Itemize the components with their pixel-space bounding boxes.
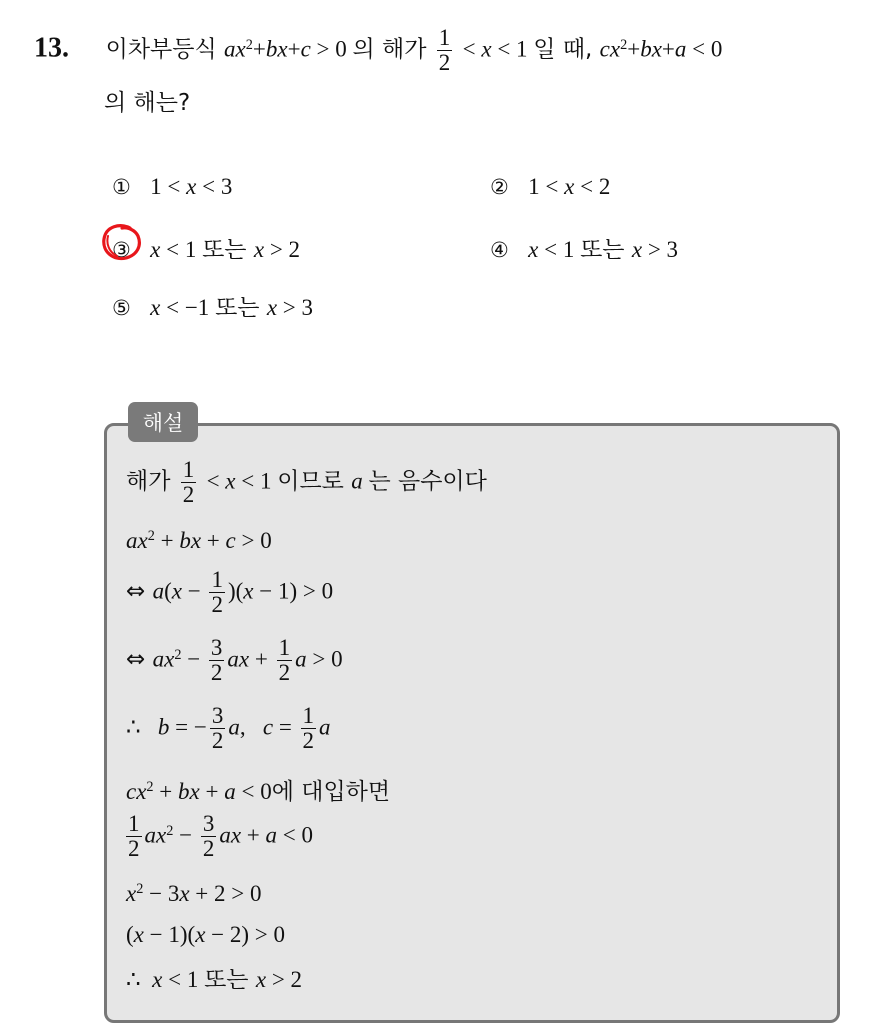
- solution-tag: 해설: [128, 402, 198, 442]
- question-text-b: 의 해가: [352, 36, 427, 63]
- question-line-1: 13. 이차부등식 $ax^2+bx+c > 0$ 의 해가 $\frac{1}{2}$ < x < 1 일 때, $cx^2+bx+a < 0$: [34, 25, 723, 76]
- option-3[interactable]: ③ x < 1 또는 x > 2: [112, 237, 301, 263]
- option-1[interactable]: ① 1 < x < 3: [112, 174, 233, 199]
- option-4[interactable]: ④ x < 1 또는 x > 3: [490, 237, 679, 263]
- fraction-half: $\frac{1}{2}$: [438, 25, 451, 76]
- option-5-marker: ⑤: [112, 296, 131, 320]
- option-3-marker: ③: [112, 238, 131, 262]
- solution-line-6: $cx^2$ + bx + a < 0에 대입하면: [126, 779, 391, 805]
- option-2-marker: ②: [490, 175, 509, 199]
- solution-line-5: ∴ b = − $\frac{3}{2}$ a, c = $\frac{1}{2}$ a: [126, 703, 331, 754]
- option-2[interactable]: ② 1 < x < 2: [490, 174, 611, 199]
- answer-circle-mark: [100, 222, 146, 264]
- option-4-marker: ④: [490, 238, 509, 262]
- question-text-c: 일 때,: [533, 36, 593, 63]
- solution-line-10: ∴ x < 1 또는 x > 2: [126, 967, 303, 993]
- solution-line-1: 해가 $\frac{1}{2}$ < x < 1 이므로 a 는 음수이다: [126, 457, 487, 508]
- question-number: 13.: [34, 32, 69, 64]
- solution-line-2: $ax^2$ + bx + c > 0: [126, 528, 272, 553]
- option-1-marker: ①: [112, 175, 131, 199]
- solution-line-9: (x − 1)(x − 2) > 0: [126, 922, 286, 947]
- solution-line-8: $x^2 - 3x + 2 > 0$: [126, 881, 262, 906]
- question-line-2: 의 해는?: [104, 90, 191, 116]
- question-text-a: 이차부등식: [105, 36, 217, 63]
- option-5[interactable]: ⑤ x < −1 또는 x > 3: [112, 295, 314, 321]
- solution-line-7: $\frac{1}{2}$ $ax^2$ − $\frac{3}{2}$ ax + a < 0: [128, 811, 314, 862]
- solution-line-4: ⇔ $ax^2$ − $\frac{3}{2}$ ax + $\frac{1}{2}$ a > 0: [126, 635, 343, 686]
- solution-line-3: ⇔ a(x − $\frac{1}{2}$ )(x − 1) > 0: [126, 567, 334, 618]
